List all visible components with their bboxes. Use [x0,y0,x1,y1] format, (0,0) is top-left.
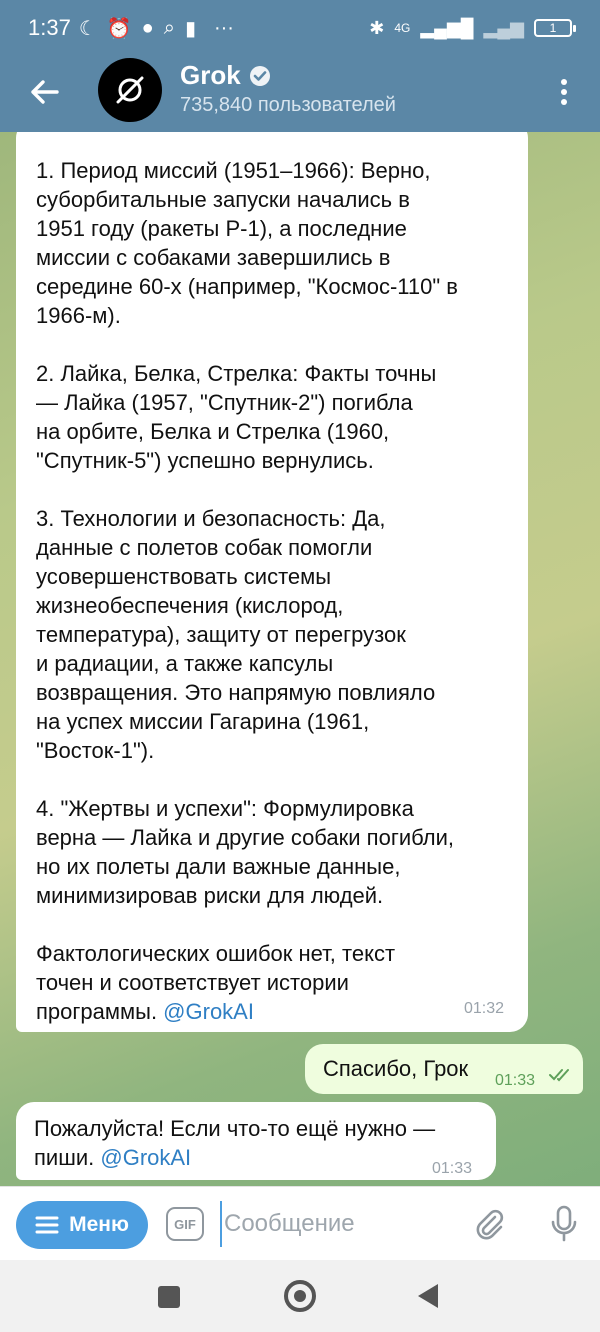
more-dots-icon: ··· [213,16,234,39]
message-body: 1. Период миссий (1951–1966): Верно, суборбитальные запуски начались в 1951 году (ракеты Р-1), а последние миссии с собаками завершились в середине 60-х (например, "Космос-110" в 1966-м). 2. Лайка, Белка, Стрелка: Факты точны — Лайка (1957, "Спутник-2") погибла на орбите, Белка и Стрелка (1960, "Спутник-5") успешно вернулись. 3. Технологии и безопасность: Да, данные с полетов собак помогли усовершенствовать системы жизнеобеспечения (кислород, температура), защиту от перегрузок и радиации, а также капсулы возвращения. Это напрямую повлияло на успех миссии Гагарина (1961, "Восток-1"). 4. "Жертвы и успехи": Формулировка верна — Лайка и другие собаки погибли, но их полеты дали важные данные, минимизировав риски для людей. Фактологических ошибок нет, текст точен и соответствует истории программы. [36,158,458,1024]
mention-link[interactable]: @GrokAI [163,999,254,1024]
message-bubble-incoming[interactable] [16,132,528,1032]
chat-title[interactable] [180,60,271,91]
search-icon: ⌕ [163,16,175,39]
recents-button[interactable] [158,1286,180,1308]
message-bubble-outgoing[interactable] [305,1044,583,1094]
verified-badge-icon [249,65,271,87]
menu-label: Меню [69,1213,129,1236]
avatar[interactable] [98,58,162,122]
chat-messages[interactable] [0,132,600,1186]
attach-button[interactable] [470,1205,510,1245]
status-bar [0,0,600,56]
battery-icon [534,19,572,37]
signal-icon: ▂▄▆█ [420,17,474,38]
chat-icon: ● [141,16,154,39]
battery-level: 1 [549,21,557,35]
microphone-icon [550,1205,578,1243]
message-text [34,1114,478,1172]
message-body: Пожалуйста! Если что-то ещё нужно — пиши. [34,1116,436,1170]
more-options-button[interactable] [548,70,580,114]
vertical-dots-icon [560,78,568,106]
microphone-button[interactable] [544,1203,584,1245]
bot-menu-button[interactable] [16,1201,148,1249]
chat-title-text: Grok [180,60,241,90]
mention-link[interactable]: @GrokAI [100,1145,192,1170]
bluetooth-icon: ✱ [369,17,385,38]
message-text: Спасибо, Грок [323,1056,469,1081]
status-time: 1:37 [28,15,71,40]
chat-navbar [0,56,600,132]
gif-button[interactable] [166,1207,204,1241]
chat-member-count: 735,840 пользователей [180,94,396,116]
alarm-icon: ⏰ [106,17,132,40]
grok-logo-icon [110,70,150,110]
message-input-bar [0,1186,600,1260]
status-right [369,18,572,39]
message-text [36,156,510,1026]
back-button[interactable] [22,70,66,114]
message-bubble-incoming[interactable] [16,1102,496,1180]
double-check-icon [549,1068,575,1082]
hamburger-icon [35,1216,59,1234]
message-time: 01:32 [464,1000,505,1017]
battery-saver-icon: ▮ [184,17,196,40]
message-input[interactable] [220,1201,460,1247]
app-header [0,0,600,132]
network-label: 4G [394,21,411,35]
system-navigation-bar [0,1260,600,1332]
message-time: 01:33 [432,1160,473,1177]
gif-label: GIF [174,1216,196,1232]
moon-icon: ☾ [78,17,97,40]
home-button[interactable] [284,1280,316,1312]
paperclip-icon [473,1208,507,1242]
arrow-left-icon [29,79,59,105]
signal-off-icon: ▂▄▆ [483,17,524,38]
message-time: 01:33 [495,1072,536,1089]
status-icons [79,16,234,41]
system-back-button[interactable] [418,1284,438,1308]
